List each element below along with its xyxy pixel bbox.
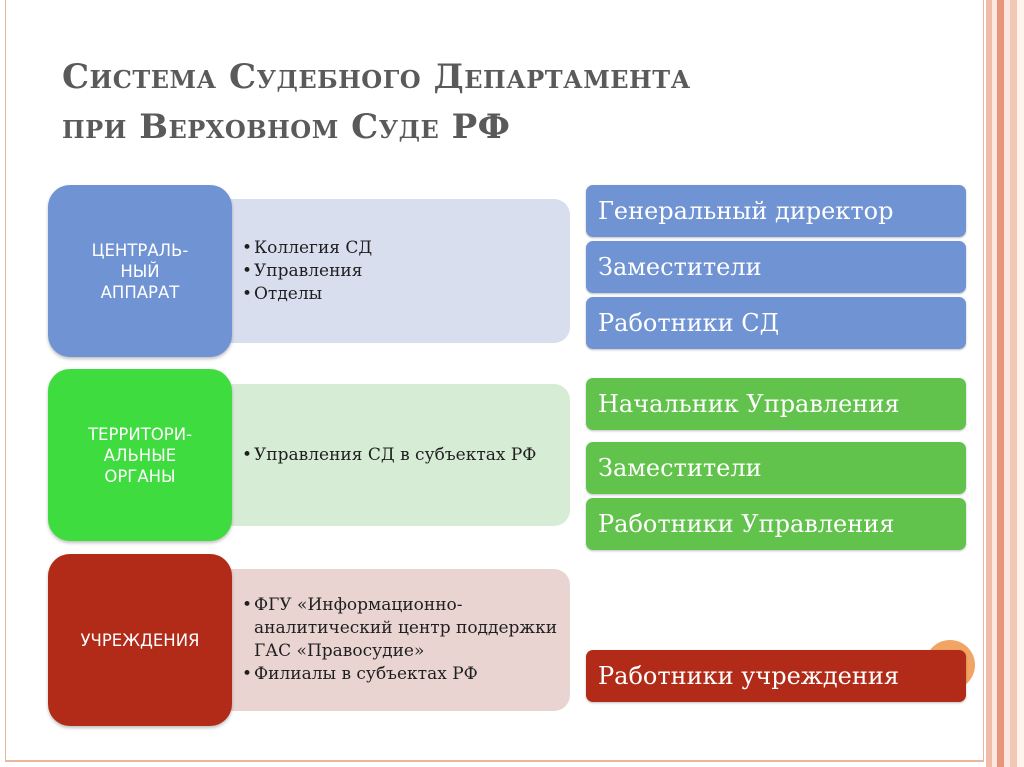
territorial-bodies-panel <box>214 384 570 526</box>
central-tile-line-3: АППАРАТ <box>100 282 180 302</box>
central-apparatus-panel <box>214 199 570 343</box>
institutions-item-information-center: • ФГУ «Информационно-аналитический центр поддержки ГАС «Правосудие» <box>242 594 570 663</box>
slide-bottom-line <box>5 760 984 762</box>
institutions-tile-line-1: УЧРЕЖДЕНИЯ <box>80 630 200 650</box>
central-tile-line-2: НЫЙ <box>120 261 160 281</box>
central-item-departments: • Отделы <box>242 283 570 306</box>
bar-deputies-territorial-label: Заместители <box>598 454 762 482</box>
stripe <box>997 0 1004 767</box>
bar-sd-staff <box>586 297 966 349</box>
territorial-item-regional-directorates: • Управления СД в субъектах РФ <box>242 444 570 467</box>
central-apparatus-tile <box>48 185 232 357</box>
slide-title-line-1: Система Судебного Департамента <box>62 57 691 97</box>
bar-deputies-central <box>586 241 966 293</box>
bar-institution-staff-label: Работники учреждения <box>598 662 899 690</box>
bar-general-director <box>586 185 966 237</box>
territorial-tile-line-1: ТЕРРИТОРИ- <box>87 424 193 444</box>
institutions-panel <box>214 569 570 711</box>
bar-sd-staff-label: Работники СД <box>598 309 780 337</box>
central-item-directorates: • Управления <box>242 260 570 283</box>
territorial-bodies-tile <box>48 369 232 541</box>
bar-head-of-directorate <box>586 378 966 430</box>
stripe <box>1017 0 1024 767</box>
bar-general-director-label: Генеральный директор <box>598 197 894 225</box>
territorial-tile-line-2: АЛЬНЫЕ <box>103 445 177 465</box>
stripe <box>1010 0 1017 767</box>
bar-head-of-directorate-label: Начальник Управления <box>598 390 900 418</box>
bar-deputies-territorial <box>586 442 966 494</box>
slide-title <box>62 52 942 152</box>
slide-title-line-2: при Верховном Суде РФ <box>62 107 511 147</box>
bar-deputies-central-label: Заместители <box>598 253 762 281</box>
bar-directorate-staff <box>586 498 966 550</box>
institutions-item-regional-branches: • Филиалы в субъектах РФ <box>242 663 570 686</box>
bar-institution-staff <box>586 650 966 702</box>
institutions-tile <box>48 554 232 726</box>
bar-directorate-staff-label: Работники Управления <box>598 510 895 538</box>
central-item-collegium: • Коллегия СД <box>242 237 570 260</box>
territorial-tile-line-3: ОРГАНЫ <box>104 466 176 486</box>
central-tile-line-1: ЦЕНТРАЛЬ- <box>91 240 189 260</box>
decorative-stripes <box>986 0 1024 767</box>
